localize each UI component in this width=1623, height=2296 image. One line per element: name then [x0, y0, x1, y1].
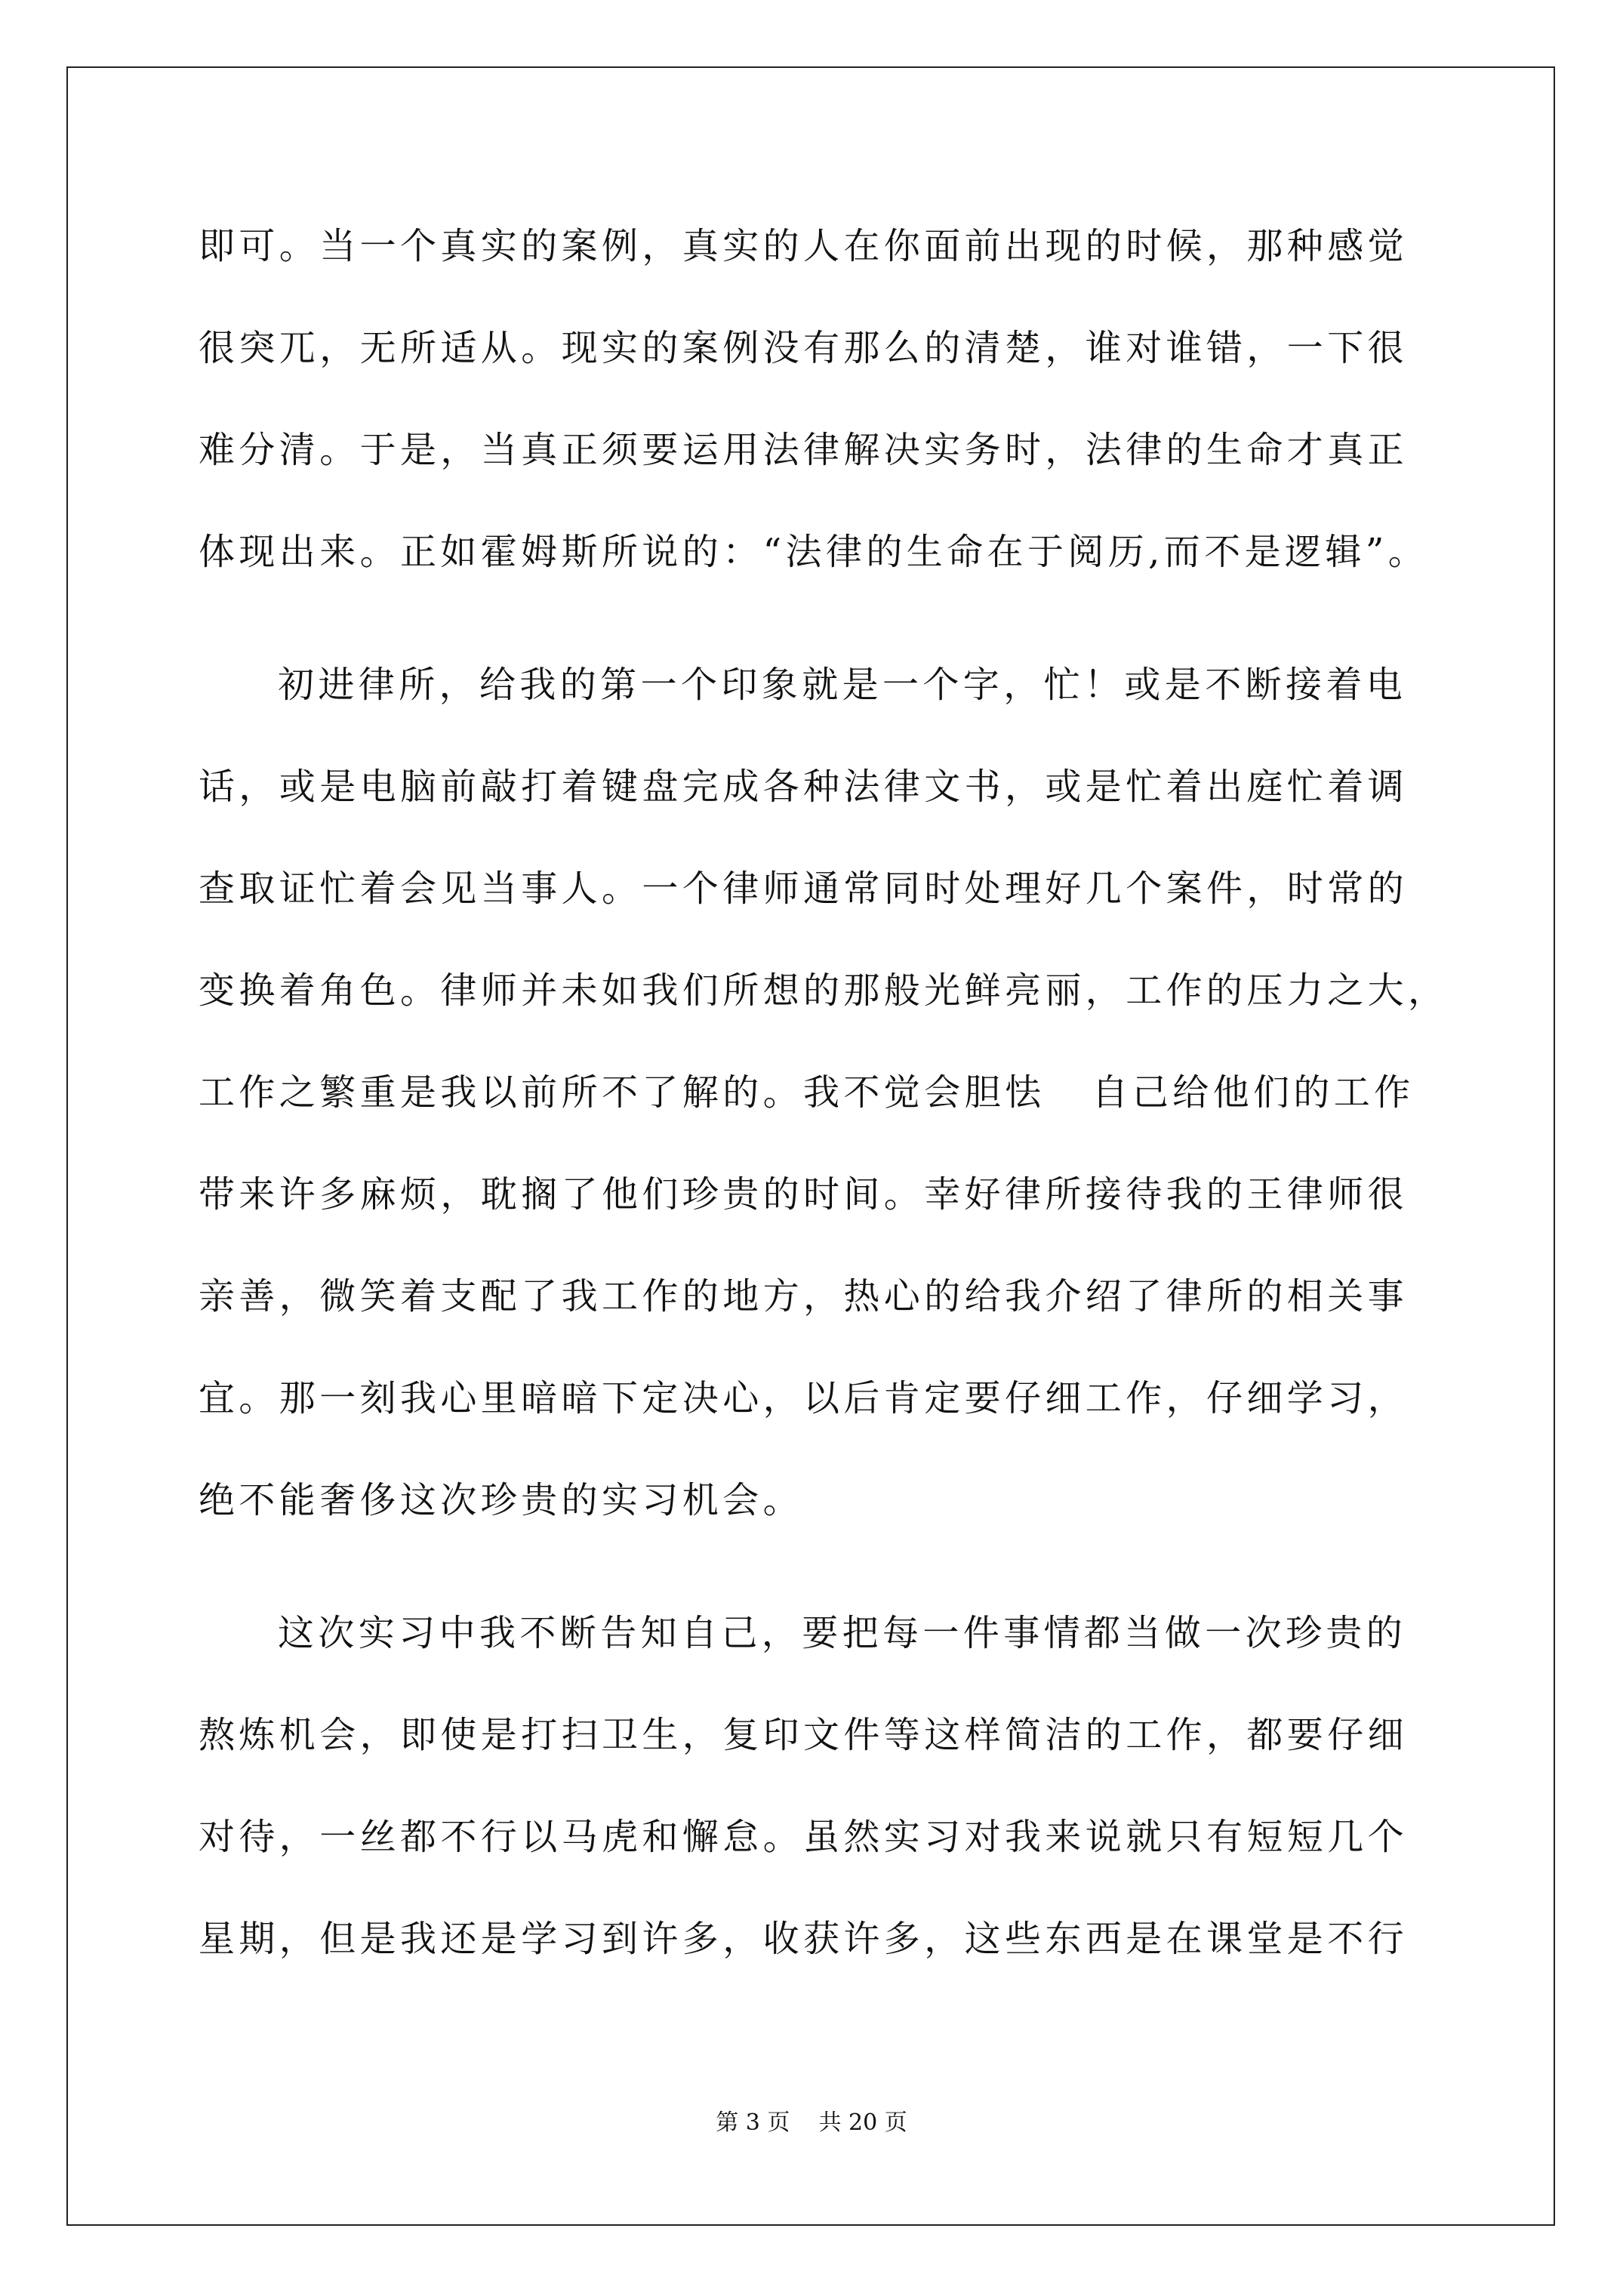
text-line: 绝不能奢侈这次珍贵的实习机会。 [199, 1479, 804, 1521]
text-line: 难分清。于是，当真正须要运用法律解决实务时，法律的生命才真正 [199, 429, 1409, 471]
text-line: 对待，一丝都不行以马虎和懈怠。虽然实习对我来说就只有短短几个 [199, 1816, 1409, 1858]
text-line: 带来许多麻烦，耽搁了他们珍贵的时间。幸好律所接待我的王律师很 [199, 1173, 1409, 1216]
page-number-footer: 第 3 页 共 20 页 [716, 2110, 907, 2136]
text-line: 熬炼机会，即使是打扫卫生，复印文件等这样简洁的工作，都要仔细 [199, 1714, 1409, 1756]
text-line: 亲善，微笑着支配了我工作的地方，热心的给我介绍了律所的相关事 [199, 1275, 1409, 1318]
page-border [66, 66, 1555, 2226]
text-line: 工作之繁重是我以前所不了解的。我不觉会胆怯 自己给他们的工作 [199, 1071, 1415, 1114]
text-line: 查取证忙着会见当事人。一个律师通常同时处理好几个案件，时常的 [199, 868, 1409, 910]
text-line: 初进律所，给我的第一个印象就是一个字，忙！或是不断接着电 [278, 664, 1407, 706]
text-line: 话，或是电脑前敲打着键盘完成各种法律文书，或是忙着出庭忙着调 [199, 766, 1409, 808]
text-line: 宜。那一刻我心里暗暗下定决心，以后肯定要仔细工作，仔细学习， [199, 1377, 1409, 1419]
text-line: 即可。当一个真实的案例，真实的人在你面前出现的时候，那种感觉 [199, 225, 1409, 267]
text-line: 变换着角色。律师并未如我们所想的那般光鲜亮丽，工作的压力之大， [199, 969, 1449, 1012]
text-line: 很突兀，无所适从。现实的案例没有那么的清楚，谁对谁错，一下很 [199, 327, 1409, 369]
text-line: 体现出来。正如霍姆斯所说的：“法律的生命在于阅历,而不是逻辑”。 [199, 531, 1429, 573]
text-line: 星期，但是我还是学习到许多，收获许多，这些东西是在课堂是不行 [199, 1918, 1409, 1960]
text-line: 这次实习中我不断告知自己，要把每一件事情都当做一次珍贵的 [278, 1612, 1407, 1654]
